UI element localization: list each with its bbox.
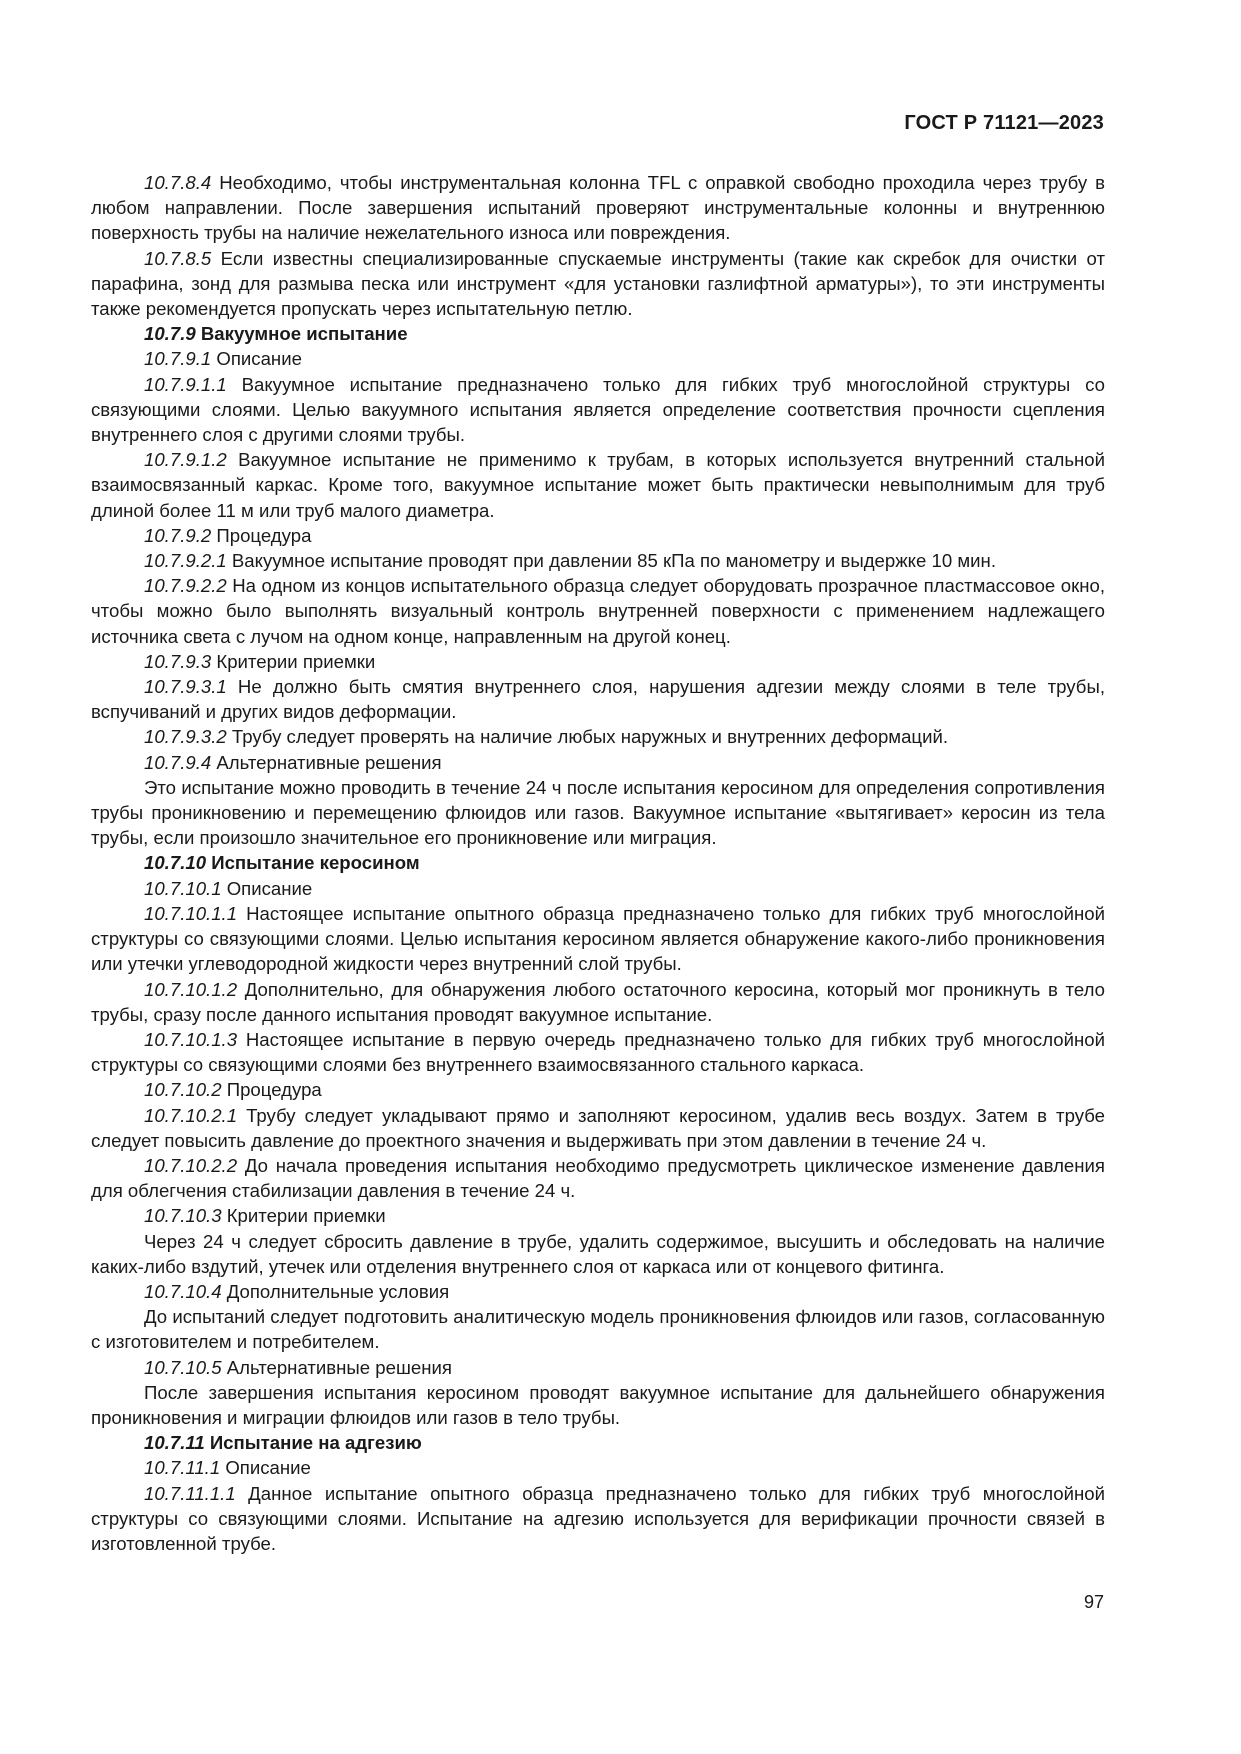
clause-number: 10.7.9.2 (144, 524, 212, 546)
clause-text: Настоящее испытание опытного образца предназначено только для гибких труб многослойной структуры со связующими слоями. Целью испытания керосином является обнаружение какого-либо проникновения или утечки углеводородной жидкости через внутренний слой трубы. (91, 902, 1105, 975)
paragraph-10-7-10-2-2 (91, 1153, 1105, 1203)
clause-number: 10.7.10.4 (144, 1280, 222, 1302)
clause-number: 10.7.8.4 (144, 172, 212, 193)
clause-text: Описание (211, 348, 302, 370)
clause-number: 10.7.11 (144, 1432, 205, 1454)
clause-number: 10.7.9.2.1 (144, 550, 227, 572)
clause-number: 10.7.10 (144, 852, 207, 874)
heading-10-7-11 (91, 1430, 1105, 1455)
clause-number: 10.7.9.1.1 (144, 373, 227, 395)
paragraph-10-7-9-3-2 (91, 724, 1105, 749)
clause-number: 10.7.9.4 (144, 751, 212, 773)
clause-text: Дополнительные условия (221, 1280, 450, 1302)
clause-text: Критерии приемки (221, 1205, 386, 1227)
paragraph-10-7-11-1 (91, 1455, 1105, 1480)
paragraph-10-7-9-2 (91, 523, 1105, 548)
clause-text: Если известны специализированные спускаемые инструменты (такие как скребок для очистки от парафина, зонд для размыва песка или инструмент «для установки газлифтной арматуры»), то эти инструменты также рекомендуется пропускать через испытательную петлю. (91, 247, 1105, 320)
clause-number: 10.7.8.5 (144, 247, 212, 269)
paragraph-10-7-10-1-2 (91, 977, 1105, 1027)
clause-text: Описание (220, 1457, 311, 1479)
clause-number: 10.7.10.3 (144, 1205, 222, 1227)
clause-number: 10.7.9.2.2 (144, 575, 227, 597)
paragraph-10-7-10-2-1 (91, 1103, 1105, 1153)
paragraph-alternatives-kerosene-text (91, 1380, 1105, 1430)
page-number: 97 (1083, 1592, 1104, 1612)
clause-number: 10.7.11.1.1 (144, 1482, 236, 1504)
clause-text: Вакуумное испытание не применимо к трубам, в которых используется внутренний стальной взаимосвязанный каркас. Кроме того, вакуумное испытание может быть практически невыполнимым для труб длиной более 11 м или труб малого диаметра. (91, 449, 1105, 521)
paragraph-10-7-9-3-1 (91, 674, 1105, 724)
clause-number: 10.7.9.1.2 (144, 449, 227, 471)
clause-number: 10.7.10.2.1 (144, 1104, 238, 1126)
paragraph-10-7-9-1-1 (91, 372, 1105, 448)
clause-text: Это испытание можно проводить в течение 24 ч после испытания керосином для определения сопротивления трубы проникновению и перемещению флюидов или газов. Вакуумное испытание «вытягивает» керосин из тела трубы, если произошло значительное его проникновение или миграция. (91, 776, 1105, 849)
clause-number: 10.7.10.1.3 (144, 1028, 238, 1050)
paragraph-10-7-8-5 (91, 246, 1105, 322)
paragraph-10-7-10-1-1 (91, 901, 1105, 977)
clause-text: Испытание керосином (206, 852, 420, 874)
clause-number: 10.7.9 (144, 323, 196, 345)
clause-text: Необходимо, чтобы инструментальная колонна TFL с оправкой свободно проходила через трубу в любом направлении. После завершения испытаний проверяют инструментальные колонны и внутреннюю поверхность трубы на наличие нежелательного износа или повреждения. (91, 172, 1105, 244)
heading-10-7-10 (91, 850, 1105, 875)
paragraph-10-7-8-4 (91, 170, 1105, 246)
clause-text: Испытание на адгезию (204, 1432, 422, 1454)
clause-number: 10.7.11.1 (144, 1457, 221, 1479)
paragraph-alternatives-text (91, 775, 1105, 851)
clause-number: 10.7.10.1.2 (144, 978, 238, 1000)
clause-text: Альтернативные решения (221, 1356, 452, 1378)
paragraph-10-7-11-1-1 (91, 1481, 1105, 1557)
clause-number: 10.7.10.2.2 (144, 1154, 238, 1176)
clause-text: Данное испытание опытного образца предназначено только для гибких труб многослойной структуры со связующими слоями. Испытание на адгезию используется для верификации прочности связей в изготовленной трубе. (91, 1482, 1105, 1554)
clause-text: Процедура (221, 1079, 322, 1101)
clause-text: Не должно быть смятия внутреннего слоя, нарушения адгезии между слоями в теле трубы, вспучиваний и других видов деформации. (91, 676, 1105, 723)
clause-text: Трубу следует укладывают прямо и заполняют керосином, удалив весь воздух. Затем в трубе следует повысить давление до проектного значения и выдерживать при этом давлении в течение 24 ч. (91, 1104, 1105, 1151)
clause-text: Процедура (211, 524, 312, 546)
clause-text: Альтернативные решения (211, 751, 442, 773)
clause-text: До испытаний следует подготовить аналитическую модель проникновения флюидов или газов, согласованную с изготовителем и потребителем. (91, 1306, 1105, 1353)
clause-number: 10.7.10.1.1 (144, 902, 238, 924)
paragraph-10-7-10-4 (91, 1279, 1105, 1304)
paragraph-10-7-10-1-3 (91, 1027, 1105, 1077)
clause-text: Вакуумное испытание проводят при давлении 85 кПа по манометру и выдержке 10 мин. (226, 550, 996, 572)
paragraph-10-7-9-3 (91, 649, 1105, 674)
paragraph-10-7-10-3 (91, 1203, 1105, 1228)
clause-text: Через 24 ч следует сбросить давление в трубе, удалить содержимое, высушить и обследовать на наличие каких-либо вздутий, утечек или отделения внутреннего слоя от каркаса или от концевого фитинга. (91, 1230, 1105, 1277)
clause-text: Дополнительно, для обнаружения любого остаточного керосина, который мог проникнуть в тело трубы, сразу после данного испытания проводят вакуумное испытание. (91, 978, 1105, 1025)
clause-text: Критерии приемки (211, 650, 376, 672)
paragraph-10-7-9-1-2 (91, 447, 1105, 523)
clause-text: До начала проведения испытания необходимо предусмотреть циклическое изменение давления для облегчения стабилизации давления в течение 24 ч. (91, 1154, 1105, 1202)
paragraph-10-7-9-2-1 (91, 548, 1105, 573)
clause-text: Вакуумное испытание предназначено только для гибких труб многослойной структуры со связующими слоями. Целью вакуумного испытания является определение соответствия прочности сцепления внутреннего слоя с другими слоями трубы. (91, 373, 1105, 446)
clause-number: 10.7.9.3.2 (144, 726, 227, 748)
clause-text: На одном из концов испытательного образца следует оборудовать прозрачное пластмассовое окно, чтобы можно было выполнять визуальный контроль внутренней поверхности с применением надлежащего источника света с лучом на одном конце, направленным на другой конец. (91, 575, 1105, 647)
clause-number: 10.7.10.5 (144, 1356, 222, 1378)
paragraph-10-7-9-1 (91, 346, 1105, 371)
clause-number: 10.7.9.3 (144, 650, 212, 672)
clause-number: 10.7.9.1 (144, 348, 212, 370)
clause-text: После завершения испытания керосином проводят вакуумное испытание для дальнейшего обнаружения проникновения и миграции флюидов или газов в тело трубы. (91, 1381, 1105, 1428)
clause-number: 10.7.10.1 (144, 877, 222, 899)
clause-text: Вакуумное испытание (195, 323, 408, 345)
paragraph-acceptance-text (91, 1229, 1105, 1279)
clause-text: Описание (221, 877, 313, 899)
document-header: ГОСТ Р 71121—2023 (904, 112, 1104, 134)
paragraph-10-7-10-1 (91, 876, 1105, 901)
paragraph-conditions-text (91, 1304, 1105, 1354)
paragraph-10-7-9-4 (91, 750, 1105, 775)
clause-number: 10.7.9.3.1 (144, 676, 227, 698)
document-body (91, 170, 1105, 1556)
paragraph-10-7-10-5 (91, 1355, 1105, 1380)
paragraph-10-7-10-2 (91, 1077, 1105, 1102)
clause-text: Настоящее испытание в первую очередь предназначено только для гибких труб многослойной структуры со связующими слоями без внутреннего взаимосвязанного стального каркаса. (91, 1028, 1105, 1076)
paragraph-10-7-9-2-2 (91, 573, 1105, 649)
heading-10-7-9 (91, 321, 1105, 346)
clause-text: Трубу следует проверять на наличие любых наружных и внутренних деформаций. (226, 726, 949, 748)
clause-number: 10.7.10.2 (144, 1079, 222, 1101)
